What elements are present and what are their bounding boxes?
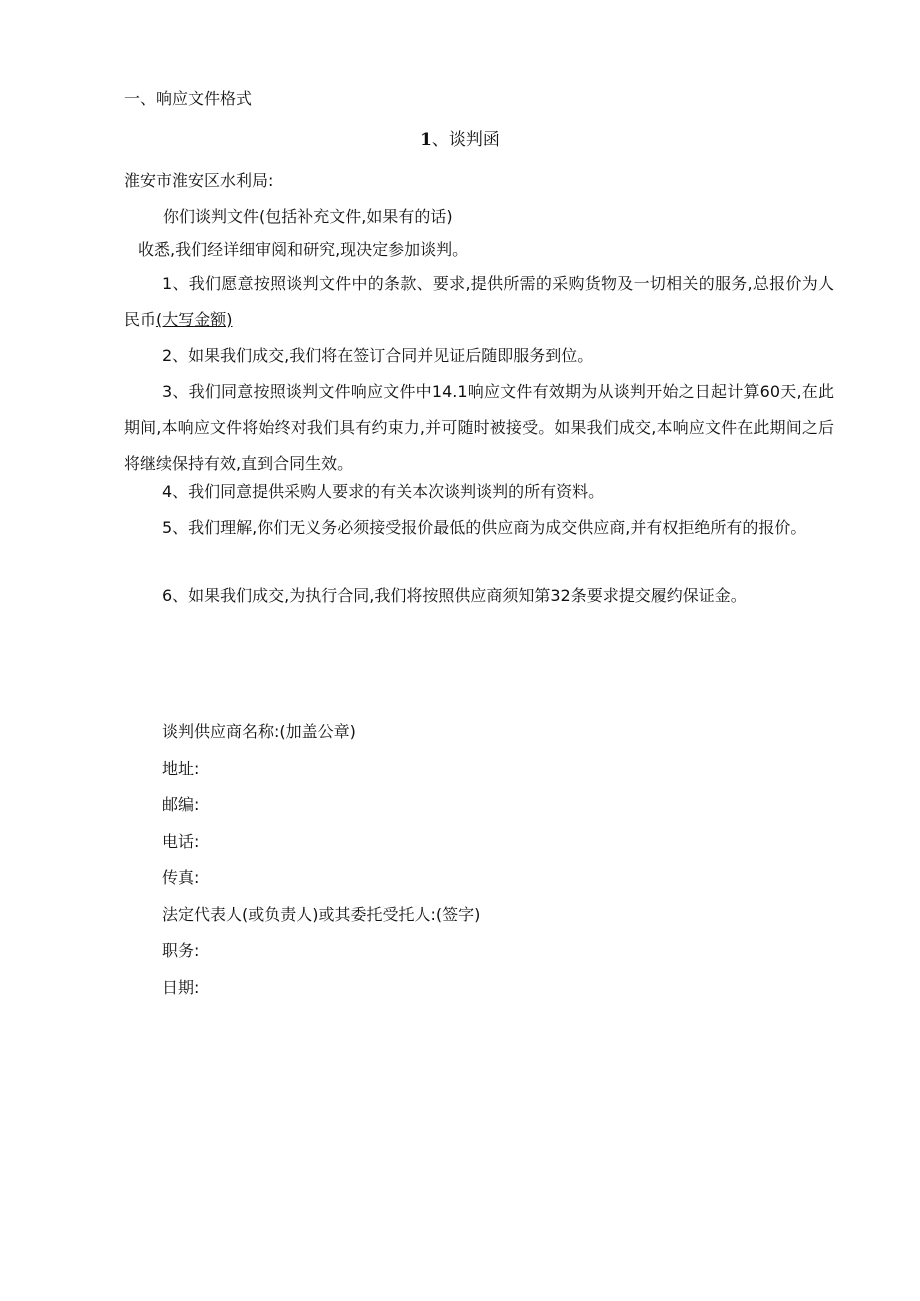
paragraph-1-text: 1、我们愿意按照谈判文件中的条款、要求,提供所需的采购货物及一切相关的服务,总报价为人民币 bbox=[124, 274, 834, 329]
total-price-amount-blank: (大写金额) bbox=[156, 310, 233, 329]
signature-date: 日期: bbox=[162, 978, 200, 997]
signature-legal-representative: 法定代表人(或负责人)或其委托受托人:(签字) bbox=[162, 905, 481, 924]
signature-position: 职务: bbox=[162, 941, 200, 960]
intro-line-2: 收悉,我们经详细审阅和研究,现决定参加谈判。 bbox=[138, 240, 469, 259]
intro-line-1: 你们谈判文件(包括补充文件,如果有的话) bbox=[163, 207, 453, 226]
document-title bbox=[0, 129, 920, 151]
paragraph-2: 2、如果我们成交,我们将在签订合同并见证后随即服务到位。 bbox=[162, 346, 594, 365]
paragraph-4: 4、我们同意提供采购人要求的有关本次谈判谈判的所有资料。 bbox=[162, 482, 605, 501]
paragraph-5: 5、我们理解,你们无义务必须接受报价最低的供应商为成交供应商,并有权拒绝所有的报价。 bbox=[162, 518, 807, 537]
paragraph-3: 3、我们同意按照谈判文件响应文件中14.1响应文件有效期为从谈判开始之日起计算60天,在此期间,本响应文件将始终对我们具有约束力,并可随时被接受。如果我们成交,本响应文件在此期间之后将继续保持有效,直到合同生效。 bbox=[124, 382, 834, 473]
document-title-number: 1 bbox=[420, 130, 432, 150]
signature-postcode: 邮编: bbox=[162, 795, 200, 814]
section-heading: 一、响应文件格式 bbox=[124, 89, 253, 108]
signature-phone: 电话: bbox=[162, 832, 200, 851]
signature-fax: 传真: bbox=[162, 868, 200, 887]
signature-address: 地址: bbox=[162, 759, 200, 778]
addressee: 淮安市淮安区水利局: bbox=[124, 171, 274, 190]
paragraph-1 bbox=[124, 266, 834, 338]
document-title-text: 、谈判函 bbox=[431, 130, 500, 150]
paragraph-6: 6、如果我们成交,为执行合同,我们将按照供应商须知第32条要求提交履约保证金。 bbox=[162, 586, 747, 605]
signature-supplier-name: 谈判供应商名称:(加盖公章) bbox=[162, 722, 356, 741]
